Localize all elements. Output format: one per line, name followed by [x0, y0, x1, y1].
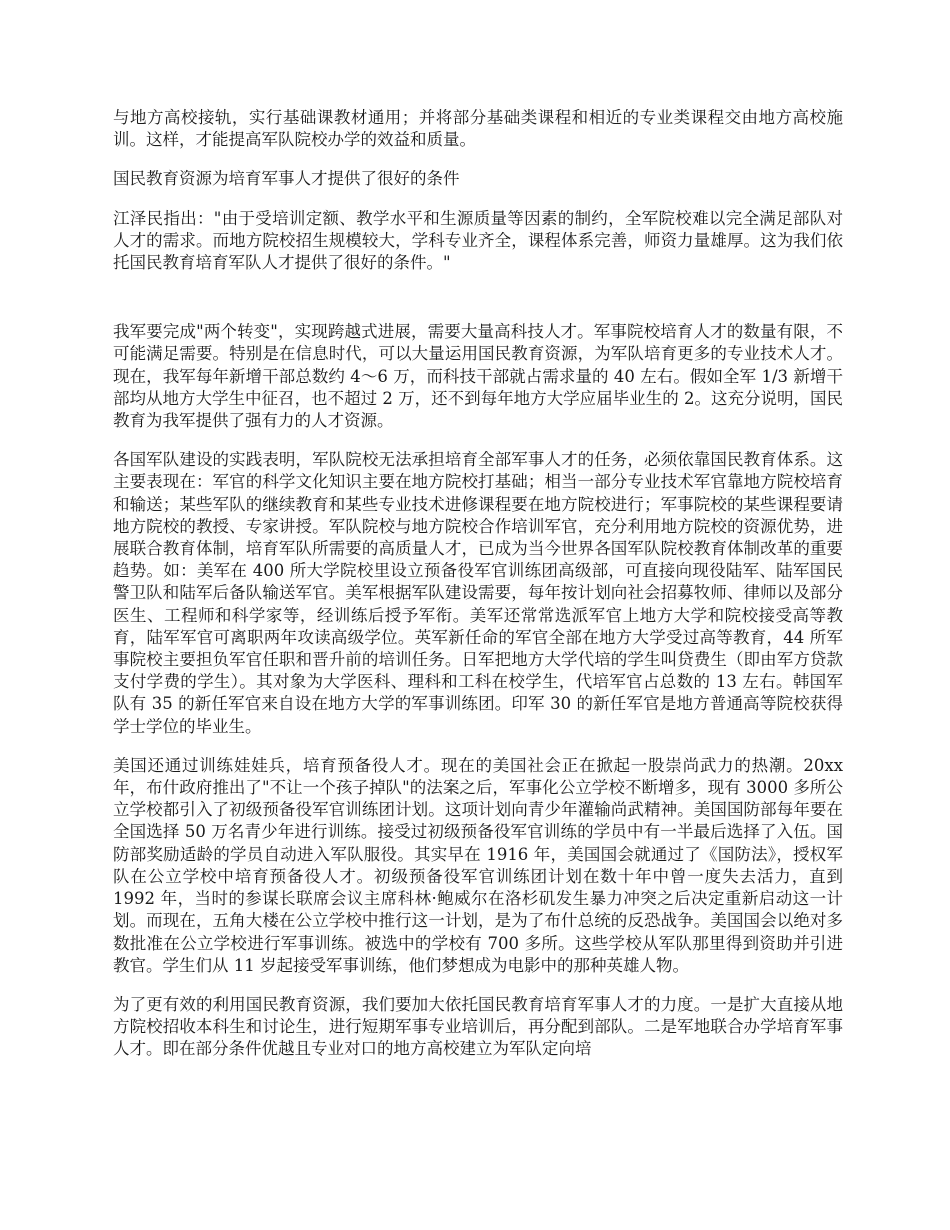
document-body — [113, 107, 843, 1078]
paragraph-two-transformations: 我军要完成"两个转变"，实现跨越式进展，需要大量高科技人才。军事院校培育人才的数量有限，不可能满足需要。特别是在信息时代，可以大量运用国民教育资源，为军队培育更多的专业技术人才。现在，我军每年新增干部总数约 4～6 万，而科技干部就占需求量的 40 左右。假如全军 1/3 新增干部均从地方大学生中征召，也不超过 2 万，还不到每年地方大学应届毕业生的 2。这充分说明，国民教育为我军提供了强有力的人才资源。 — [113, 322, 843, 431]
paragraph-us-youth-training: 美国还通过训练娃娃兵，培育预备役人才。现在的美国社会正在掀起一股崇尚武力的热潮。20xx 年，布什政府推出了"不让一个孩子掉队"的法案之后，军事化公立学校不断增多，现有 3000 多所公立学校都引入了初级预备役军官训练团计划。这项计划向青少年灌输尚武精神。美国国防部每年要在全国选择 50 万名青少年进行训练。接受过初级预备役军官训练的学员中有一半最后选择了入伍。国防部奖励适龄的学员自动进入军队服役。其实早在 1916 年，美国国会就通过了《国防法》，授权军队在公立学校中培育预备役人才。初级预备役军官训练团计划在数十年中曾一度失去活力，直到 1992 年，当时的参谋长联席会议主席科林·鲍威尔在洛杉矶发生暴力冲突之后决定重新启动这一计划。而现在，五角大楼在公立学校中推行这一计划，是为了布什总统的反恐战争。美国国会以绝对多数批准在公立学校进行军事训练。被选中的学校有 700 多所。这些学校从军队那里得到资助并引进教官。学生们从 11 岁起接受军事训练，他们梦想成为电影中的那种英雄人物。 — [113, 755, 843, 975]
paragraph-intro-continuation: 与地方高校接轨，实行基础课教材通用；并将部分基础类课程和相近的专业类课程交由地方高校施训。这样，才能提高军队院校办学的效益和质量。 — [113, 108, 843, 150]
paragraph-quote: 江泽民指出："由于受培训定额、教学水平和生源质量等因素的制约，全军院校难以完全满足部队对人才的需求。而地方院校招生规模较大，学科专业齐全，课程体系完善，师资力量雄厚。这为我们依托国民教育培育军队人才提供了很好的条件。" — [113, 208, 843, 273]
section-heading: 国民教育资源为培育军事人才提供了很好的条件 — [113, 169, 460, 189]
paragraph-foreign-practice: 各国军队建设的实践表明，军队院校无法承担培育全部军事人才的任务，必须依靠国民教育体系。这主要表现在：军官的科学文化知识主要在地方院校打基础；相当一部分专业技术军官靠地方院校培育和输送；某些军队的继续教育和某些专业技术进修课程要在地方院校进行；军事院校的某些课程要请地方院校的教授、专家讲授。军队院校与地方院校合作培训军官，充分利用地方院校的资源优势，进展联合教育体制，培育军队所需要的高质量人才，已成为当今世界各国军队院校教育体制改革的重要趋势。如：美军在 400 所大学院校里设立预备役军官训练团高级部，可直接向现役陆军、陆军国民警卫队和陆军后备队输送军官。美军根据军队建设需要，每年按计划向社会招募牧师、律师以及部分医生、工程师和科学家等，经训练后授予军衔。美军还常常选派军官上地方大学和院校接受高等教育，陆军军官可离职两年攻读高级学位。英军新任命的军官全部在地方大学受过高等教育，44 所军事院校主要担负军官任职和晋升前的培训任务。日军把地方大学代培的学生叫贷费生（即由军方贷款支付学费的学生）。其对象为大学医科、理科和工科在校学生，代培军官占总数的 13 左右。韩国军队有 35 的新任军官来自设在地方大学的军事训练团。印军 30 的新任军官是地方普通高等院校获得学士学位的毕业生。 — [113, 450, 843, 736]
paragraph-measures: 为了更有效的利用国民教育资源，我们要加大依托国民教育培育军事人才的力度。一是扩大直接从地方院校招收本科生和讨论生，进行短期军事专业培训后，再分配到部队。二是军地联合办学培育军事人才。即在部分条件优越且专业对口的地方高校建立为军队定向培 — [113, 994, 843, 1059]
blank-gap — [113, 291, 843, 321]
